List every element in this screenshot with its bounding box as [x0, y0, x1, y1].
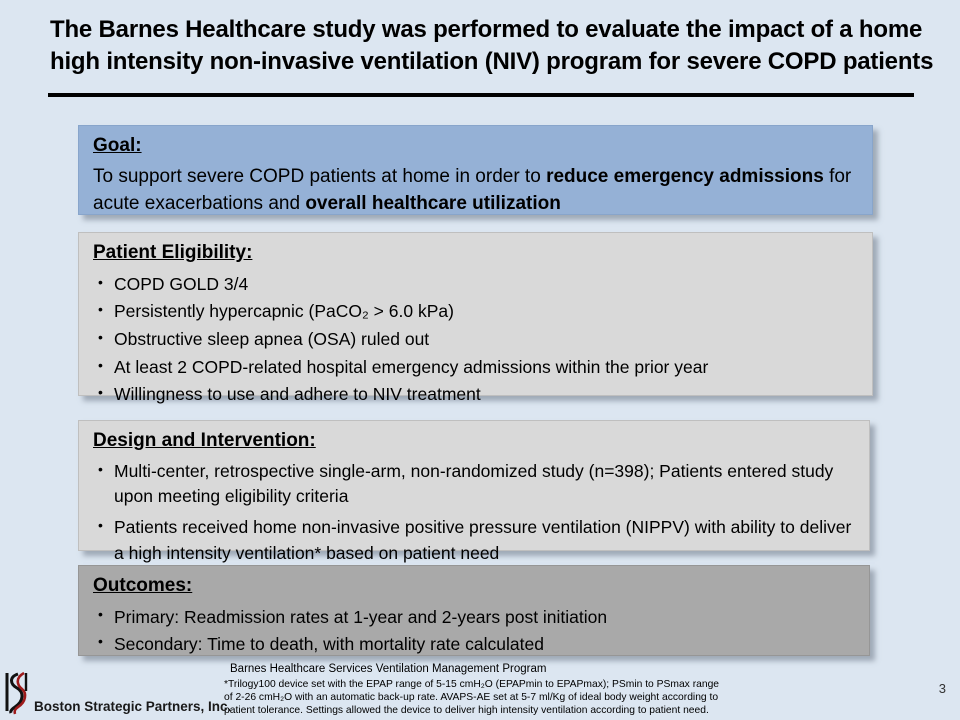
bullet-item: • COPD GOLD 3/4 — [93, 271, 858, 299]
footnote-line: patient tolerance. Settings allowed the device to deliver high intensity ventilation according to patient need. — [224, 705, 709, 717]
goal-box — [78, 125, 873, 215]
company-logo-text: Boston Strategic Partners, Inc. — [34, 699, 232, 714]
design-intervention-box — [78, 420, 870, 563]
page-title: The Barnes Healthcare study was performed to evaluate the impact of a home high intensity non-invasive ventilation (NIV) program for severe COPD patients — [50, 16, 934, 75]
footnote-line: of 2-26 cmH₂O with an automatic back-up rate. AVAPS-AE set at 5-7 ml/Kg of ideal body weight according to — [224, 692, 719, 704]
goal-text-segment-bold: overall healthcare utilization — [305, 192, 561, 214]
goal-text-segment-bold: reduce emergency admissions — [546, 165, 824, 187]
outcomes-list — [93, 604, 855, 658]
outcomes-box — [78, 565, 870, 656]
company-logo — [2, 671, 231, 717]
bullet-item: • Persistently hypercapnic (PaCO₂ > 6.0 kPa) — [93, 298, 858, 326]
bullet-item: • Patients received home non-invasive positive pressure ventilation (NIPPV) with ability to deliver a high intensity ventilation* based on patient need — [93, 515, 855, 566]
boston-strategic-partners-logo-icon — [2, 671, 32, 717]
bullet-item: • At least 2 COPD-related hospital emergency admissions within the prior year — [93, 354, 858, 382]
goal-text-segment: To support severe COPD patients at home in order to — [93, 165, 547, 187]
design-intervention-list — [93, 459, 855, 567]
patient-eligibility-box — [78, 232, 873, 405]
footer-program-line: Barnes Healthcare Services Ventilation Management Program — [230, 663, 547, 675]
design-intervention-heading: Design and Intervention: — [93, 430, 316, 451]
bullet-item: • Primary: Readmission rates at 1-year and 2-years post initiation — [93, 604, 855, 631]
goal-text — [93, 164, 858, 218]
bullet-item: • Secondary: Time to death, with mortality rate calculated — [93, 631, 855, 658]
goal-heading: Goal: — [93, 135, 142, 156]
title-divider — [48, 93, 914, 97]
footnote-line: *Trilogy100 device set with the EPAP range of 5-15 cmH₂O (EPAPmin to EPAPmax); PSmin to PSmax range — [224, 678, 720, 690]
page-number: 3 — [938, 681, 946, 696]
bullet-item: • Multi-center, retrospective single-arm, non-randomized study (n=398); Patients entered study upon meeting eligibility criteria — [93, 459, 855, 510]
bullet-item: • Obstructive sleep apnea (OSA) ruled out — [93, 326, 858, 354]
patient-eligibility-list — [93, 271, 858, 409]
bullet-item: • Willingness to use and adhere to NIV treatment — [93, 381, 858, 409]
patient-eligibility-heading: Patient Eligibility: — [93, 242, 253, 263]
goal-text-segment: for acute exacerbations and — [93, 165, 852, 214]
footer-notes — [224, 662, 789, 717]
outcomes-heading: Outcomes: — [93, 575, 193, 596]
